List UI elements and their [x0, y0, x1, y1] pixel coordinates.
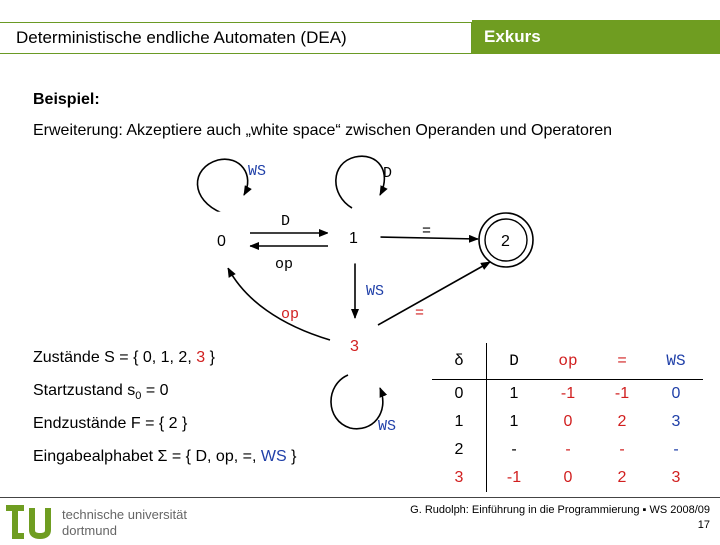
label-d-loop-1: D: [383, 165, 393, 182]
label-eq-1-2: =: [422, 223, 432, 240]
page-number: 17: [697, 519, 710, 531]
table-row: 2 - - - -: [432, 436, 703, 464]
tu-logo-icon: [2, 504, 212, 540]
table-header-ws: WS: [649, 343, 703, 380]
start-definition: Startzustand $s_0 = 0$: [33, 382, 169, 403]
footer-citation-text: G. Rudolph: Einführung in die Programmierung ▪ WS 2008/09: [410, 504, 710, 516]
label-eq-3-2: =: [415, 305, 425, 322]
label-ws-loop-3: WS: [378, 418, 397, 435]
label-op-1-0: op: [275, 256, 294, 273]
table-header-op: op: [541, 343, 595, 380]
example-subtitle: Erweiterung: Akzeptiere auch „white space“ zwischen Operanden und Operatoren: [33, 122, 612, 139]
example-heading: Beispiel:: [33, 91, 100, 108]
label-op-3-0: op: [281, 306, 300, 323]
transition-table: [432, 343, 703, 492]
alphabet-definition: Eingabealphabet Σ = { D, op, =, WS }: [33, 448, 297, 465]
footer-citation: [410, 503, 710, 533]
table-row: 1 1 0 2 3: [432, 408, 703, 436]
table-header-d: D: [487, 343, 542, 380]
svg-text:technische universität: technische universität: [62, 507, 188, 522]
table-header-delta: δ: [432, 343, 487, 380]
table-header-row: [432, 343, 703, 380]
svg-text:dortmund: dortmund: [62, 523, 117, 538]
label-ws-loop-0: WS: [248, 163, 267, 180]
edge-op-3-0: [228, 268, 330, 340]
edge-eq-3-2: [378, 262, 490, 325]
state-1-label: 1: [349, 230, 358, 247]
university-logo: [2, 504, 212, 540]
loop-ws-0: [197, 159, 247, 213]
state-0-label: 0: [217, 233, 226, 250]
table-row: 0 1 -1 -1 0: [432, 380, 703, 409]
state-2-label: 2: [501, 233, 510, 250]
label-ws-1-3: WS: [366, 283, 385, 300]
label-d-0-1: D: [281, 213, 291, 230]
loop-d-1: [336, 156, 385, 208]
footer-divider: [0, 497, 720, 498]
end-definition: Endzustände F = { 2 }: [33, 415, 188, 432]
slide-title: Deterministische endliche Automaten (DEA): [0, 22, 472, 54]
section-tab: Exkurs: [472, 20, 720, 54]
state-3-label: 3: [350, 338, 359, 355]
table-row: 3 -1 0 2 3: [432, 464, 703, 492]
table-header-eq: =: [595, 343, 649, 380]
states-definition: Zustände S = { 0, 1, 2, 3 }: [33, 349, 215, 366]
loop-ws-3: [331, 375, 383, 429]
